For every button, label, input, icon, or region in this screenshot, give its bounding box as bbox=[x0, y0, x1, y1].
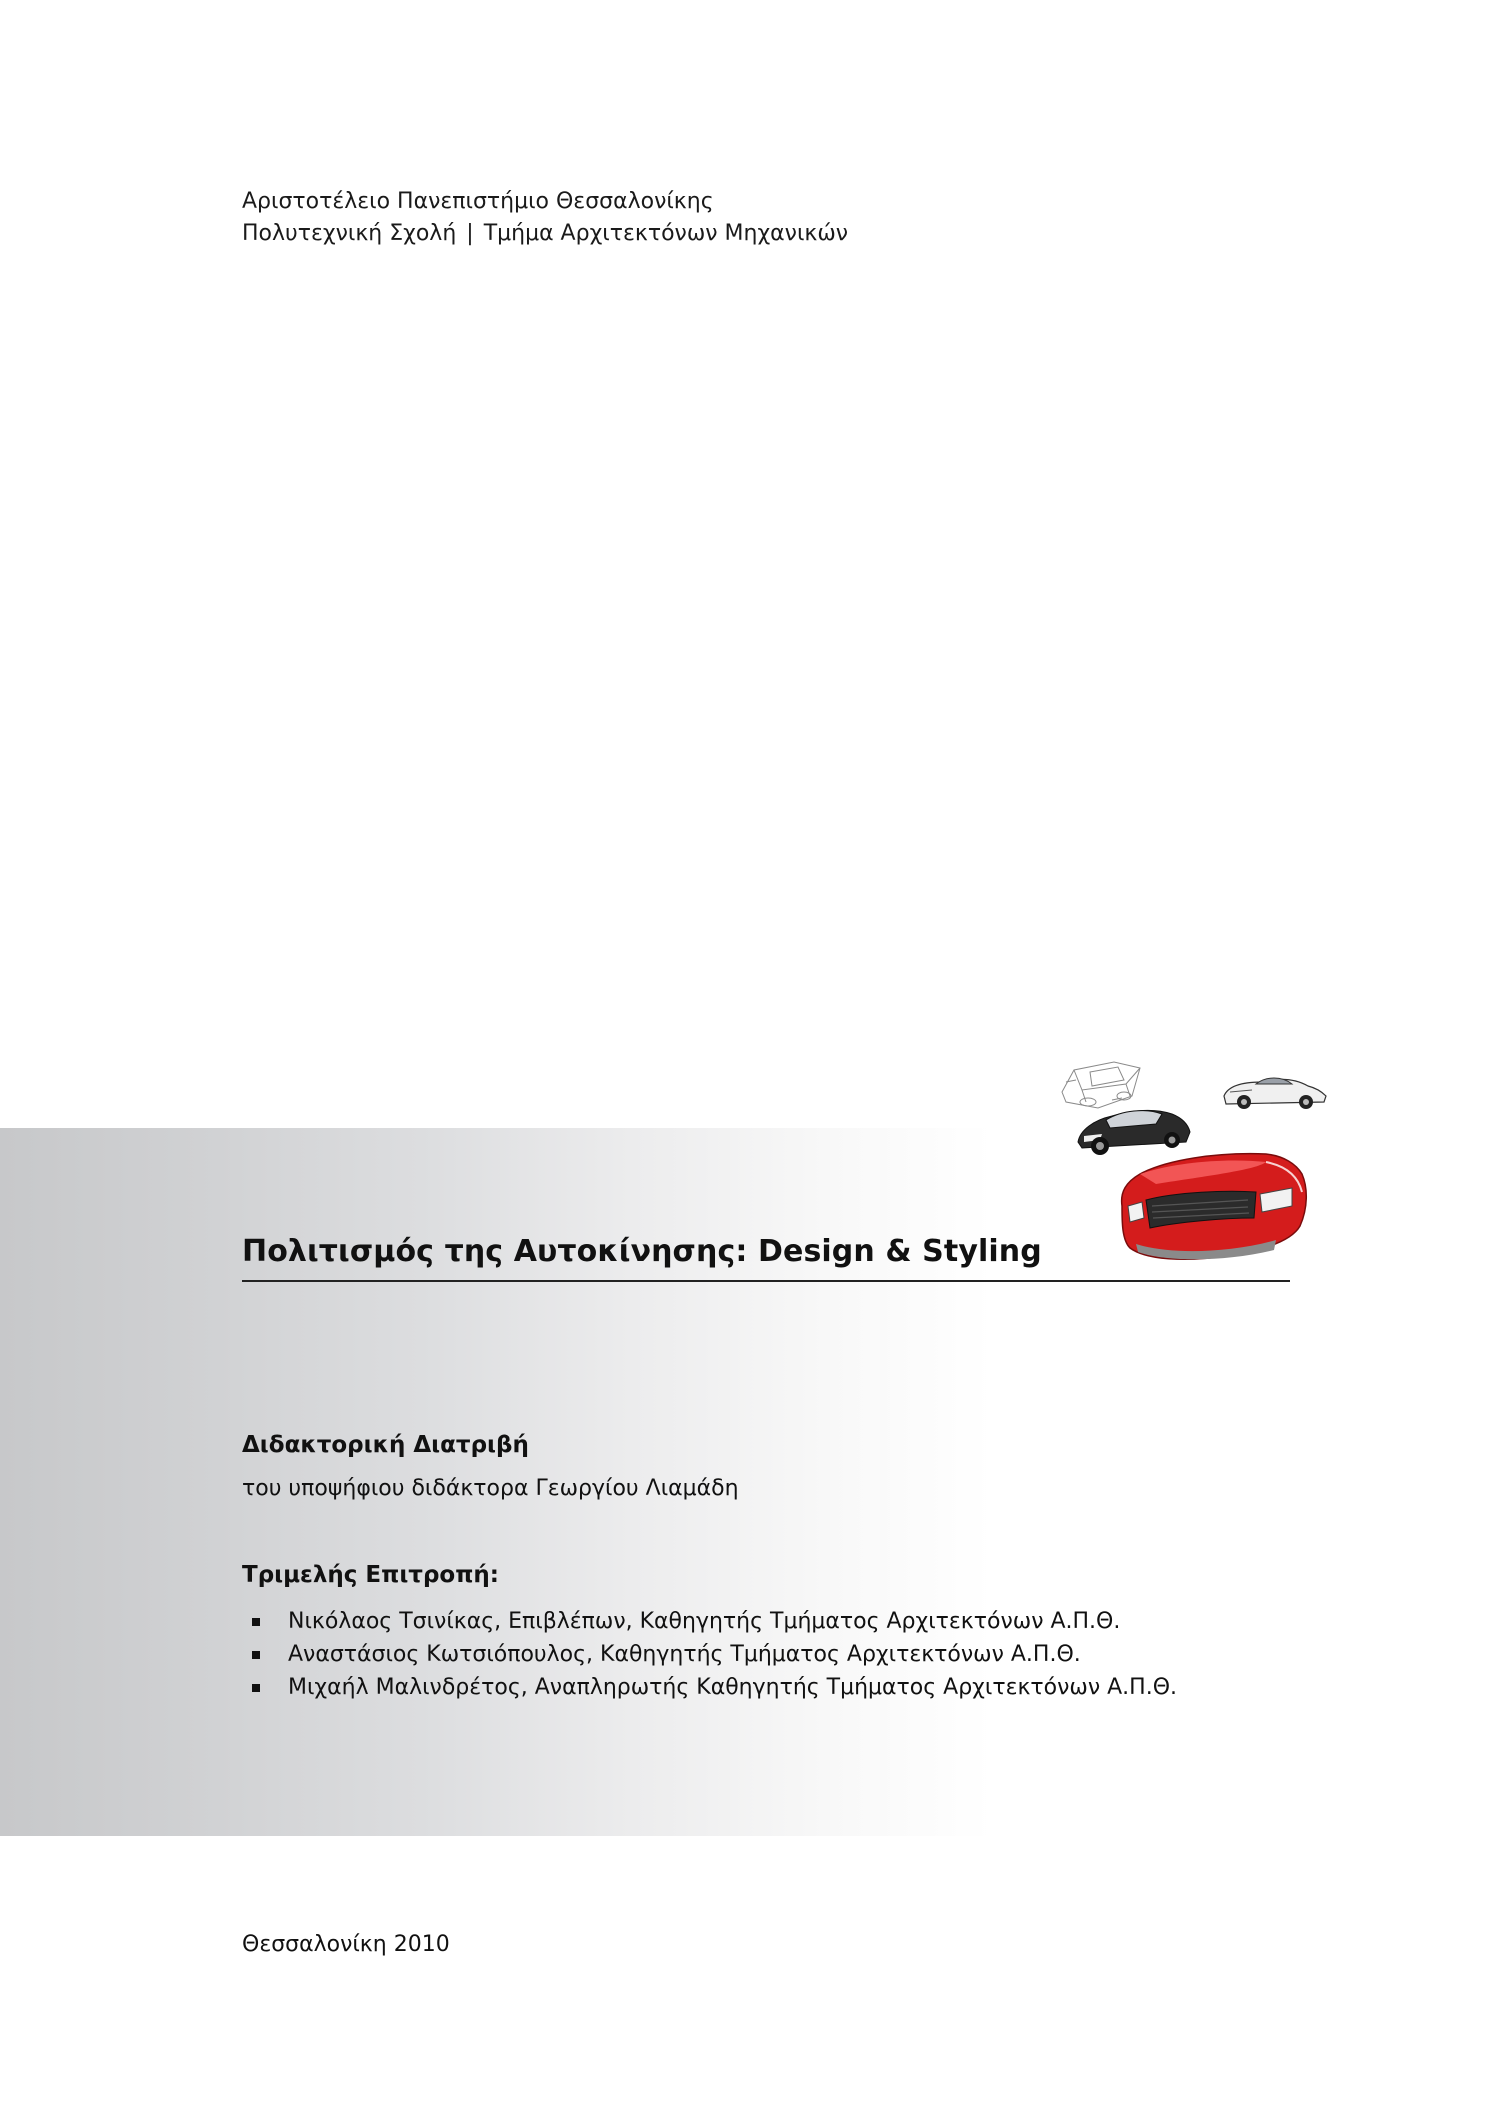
title-underline-rule bbox=[242, 1280, 1290, 1282]
wireframe-car-sketch bbox=[1062, 1062, 1140, 1108]
candidate-name: του υποψήφιου διδάκτορα Γεωργίου Λιαμάδη bbox=[242, 1476, 739, 1501]
university-name: Αριστοτέλειο Πανεπιστήμιο Θεσσαλονίκης bbox=[242, 189, 714, 214]
committee-member bbox=[242, 1671, 1177, 1704]
committee-heading: Τριμελής Επιτροπή: bbox=[242, 1562, 499, 1588]
school-name: Πολυτεχνική Σχολή bbox=[242, 221, 457, 246]
institution-header bbox=[242, 186, 848, 250]
school-department-line bbox=[242, 218, 848, 250]
department-name: Τμήμα Αρχιτεκτόνων Μηχανικών bbox=[483, 221, 849, 246]
committee-member-text: Μιχαήλ Μαλινδρέτος, Αναπληρωτής Καθηγητής Τμήματος Αρχιτεκτόνων Α.Π.Θ. bbox=[288, 1675, 1178, 1700]
committee-member bbox=[242, 1605, 1177, 1638]
red-car-sketch bbox=[1122, 1154, 1307, 1260]
committee-members-list bbox=[242, 1605, 1177, 1704]
header-separator: | bbox=[466, 221, 474, 246]
document-type: Διδακτορική Διατριβή bbox=[242, 1432, 529, 1458]
car-sketches-illustration bbox=[1052, 1052, 1344, 1286]
thesis-title: Πολιτισμός της Αυτοκίνησης: Design & Styling bbox=[242, 1234, 1042, 1269]
square-bullet-icon bbox=[252, 1651, 260, 1659]
sports-car-sketch bbox=[1224, 1078, 1326, 1109]
committee-member-text: Αναστάσιος Κωτσιόπουλος, Καθηγητής Τμήματος Αρχιτεκτόνων Α.Π.Θ. bbox=[288, 1642, 1081, 1667]
square-bullet-icon bbox=[252, 1684, 260, 1692]
committee-member bbox=[242, 1638, 1177, 1671]
committee-member-text: Νικόλαος Τσινίκας, Επιβλέπων, Καθηγητής Τμήματος Αρχιτεκτόνων Α.Π.Θ. bbox=[288, 1609, 1121, 1634]
city-and-year: Θεσσαλονίκη 2010 bbox=[242, 1932, 450, 1957]
dark-car-sketch bbox=[1078, 1110, 1190, 1155]
square-bullet-icon bbox=[252, 1618, 260, 1626]
